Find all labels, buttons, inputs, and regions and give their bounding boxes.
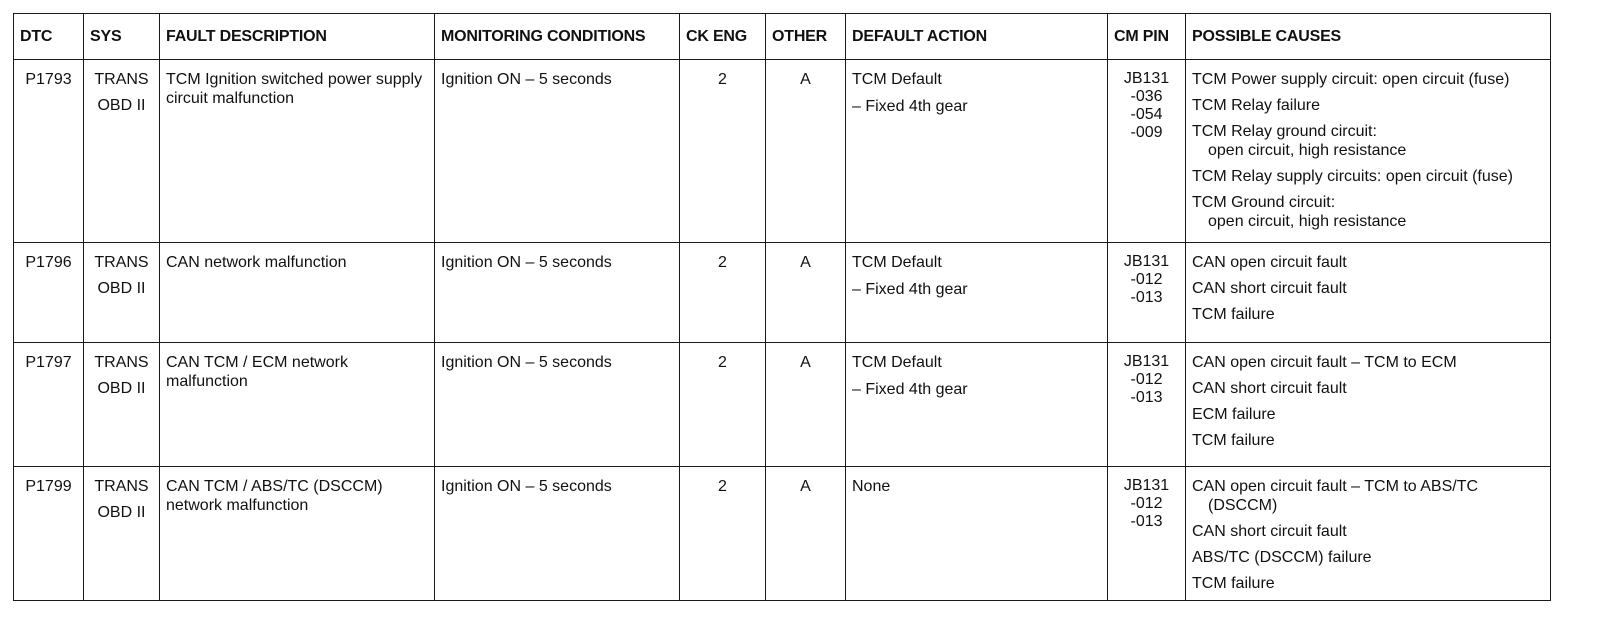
sys-cell (84, 60, 160, 243)
action-line: – Fixed 4th gear (852, 98, 968, 115)
sys-line: OBD II (97, 380, 146, 397)
cause-item: ECM failure (1192, 406, 1276, 423)
fault-description: CAN TCM / ECM network malfunction (160, 343, 435, 467)
cause-item: TCM Relay failure (1192, 97, 1321, 114)
sys-line: TRANS (94, 354, 149, 371)
table-row (14, 467, 1551, 601)
monitoring-conditions: Ignition ON – 5 seconds (435, 467, 680, 601)
other-value: A (766, 60, 846, 243)
pin-line: JB131 (1123, 253, 1170, 270)
sys-cell (84, 343, 160, 467)
header-ck-eng: CK ENG (680, 14, 766, 60)
cause-item (1192, 477, 1544, 515)
pin-line: -036 (1130, 88, 1163, 105)
sys-line: OBD II (97, 504, 146, 521)
dtc-code: P1793 (14, 60, 84, 243)
cm-pin (1108, 343, 1186, 467)
cause-continuation: open circuit, high resistance (1208, 213, 1407, 230)
pin-line: -013 (1130, 513, 1163, 530)
pin-line: -012 (1130, 271, 1163, 288)
dtc-code: P1796 (14, 243, 84, 343)
fault-description: CAN TCM / ABS/TC (DSCCM) network malfunction (160, 467, 435, 601)
pin-line: -012 (1130, 371, 1163, 388)
cause-continuation: open circuit, high resistance (1208, 142, 1407, 159)
action-line: – Fixed 4th gear (852, 381, 968, 398)
header-monitoring-conditions: MONITORING CONDITIONS (435, 14, 680, 60)
header-possible-causes: POSSIBLE CAUSES (1186, 14, 1551, 60)
default-action (846, 60, 1108, 243)
dtc-table-page (13, 13, 1550, 601)
ck-eng-value: 2 (680, 343, 766, 467)
cm-pin (1108, 60, 1186, 243)
sys-line: TRANS (94, 478, 149, 495)
dtc-table (13, 13, 1551, 601)
fault-description: CAN network malfunction (160, 243, 435, 343)
header-other: OTHER (766, 14, 846, 60)
monitoring-conditions: Ignition ON – 5 seconds (435, 60, 680, 243)
header-fault-description: FAULT DESCRIPTION (160, 14, 435, 60)
sys-line: TRANS (94, 254, 149, 271)
monitoring-conditions: Ignition ON – 5 seconds (435, 243, 680, 343)
cause-item: TCM Power supply circuit: open circuit (fuse) (1192, 71, 1510, 88)
cause-line: TCM Relay ground circuit: (1192, 123, 1377, 140)
cause-item: CAN open circuit fault – TCM to ECM (1192, 354, 1457, 371)
possible-causes (1186, 60, 1551, 243)
pin-line: -013 (1130, 389, 1163, 406)
default-action (846, 467, 1108, 601)
default-action (846, 243, 1108, 343)
possible-causes (1186, 467, 1551, 601)
other-value: A (766, 243, 846, 343)
pin-line: JB131 (1123, 353, 1170, 370)
cause-line: TCM Ground circuit: (1192, 194, 1336, 211)
ck-eng-value: 2 (680, 467, 766, 601)
table-row (14, 343, 1551, 467)
cause-item: TCM failure (1192, 575, 1275, 592)
cause-item: ABS/TC (DSCCM) failure (1192, 549, 1372, 566)
action-line: TCM Default (852, 71, 942, 88)
other-value: A (766, 467, 846, 601)
monitoring-conditions: Ignition ON – 5 seconds (435, 343, 680, 467)
sys-line: OBD II (97, 280, 146, 297)
dtc-code: P1797 (14, 343, 84, 467)
header-sys: SYS (84, 14, 160, 60)
pin-line: -054 (1130, 106, 1163, 123)
default-action (846, 343, 1108, 467)
cause-item: TCM failure (1192, 306, 1275, 323)
dtc-code: P1799 (14, 467, 84, 601)
cause-item: CAN open circuit fault (1192, 254, 1347, 271)
pin-line: -012 (1130, 495, 1163, 512)
action-line: – Fixed 4th gear (852, 281, 968, 298)
sys-cell (84, 243, 160, 343)
cause-item: CAN short circuit fault (1192, 380, 1347, 397)
possible-causes (1186, 343, 1551, 467)
other-value: A (766, 343, 846, 467)
table-row (14, 243, 1551, 343)
ck-eng-value: 2 (680, 60, 766, 243)
pin-line: -009 (1130, 124, 1163, 141)
sys-line: TRANS (94, 71, 149, 88)
header-row (14, 14, 1551, 60)
fault-description: TCM Ignition switched power supply circuit malfunction (160, 60, 435, 243)
cm-pin (1108, 243, 1186, 343)
sys-line: OBD II (97, 97, 146, 114)
cause-item: TCM Relay supply circuits: open circuit (fuse) (1192, 168, 1513, 185)
table-row (14, 60, 1551, 243)
cause-item: CAN short circuit fault (1192, 280, 1347, 297)
header-default-action: DEFAULT ACTION (846, 14, 1108, 60)
action-line: TCM Default (852, 254, 942, 271)
action-line: TCM Default (852, 354, 942, 371)
cause-item (1192, 193, 1544, 231)
cm-pin (1108, 467, 1186, 601)
action-line: None (852, 478, 891, 495)
sys-cell (84, 467, 160, 601)
ck-eng-value: 2 (680, 243, 766, 343)
possible-causes (1186, 243, 1551, 343)
header-cm-pin: CM PIN (1108, 14, 1186, 60)
header-dtc: DTC (14, 14, 84, 60)
pin-line: JB131 (1123, 70, 1170, 87)
pin-line: -013 (1130, 289, 1163, 306)
cause-item: CAN short circuit fault (1192, 523, 1347, 540)
cause-line: CAN open circuit fault – TCM to ABS/TC (1192, 478, 1479, 495)
cause-item: TCM failure (1192, 432, 1275, 449)
cause-item (1192, 122, 1544, 160)
pin-line: JB131 (1123, 477, 1170, 494)
cause-continuation: (DSCCM) (1208, 497, 1278, 514)
